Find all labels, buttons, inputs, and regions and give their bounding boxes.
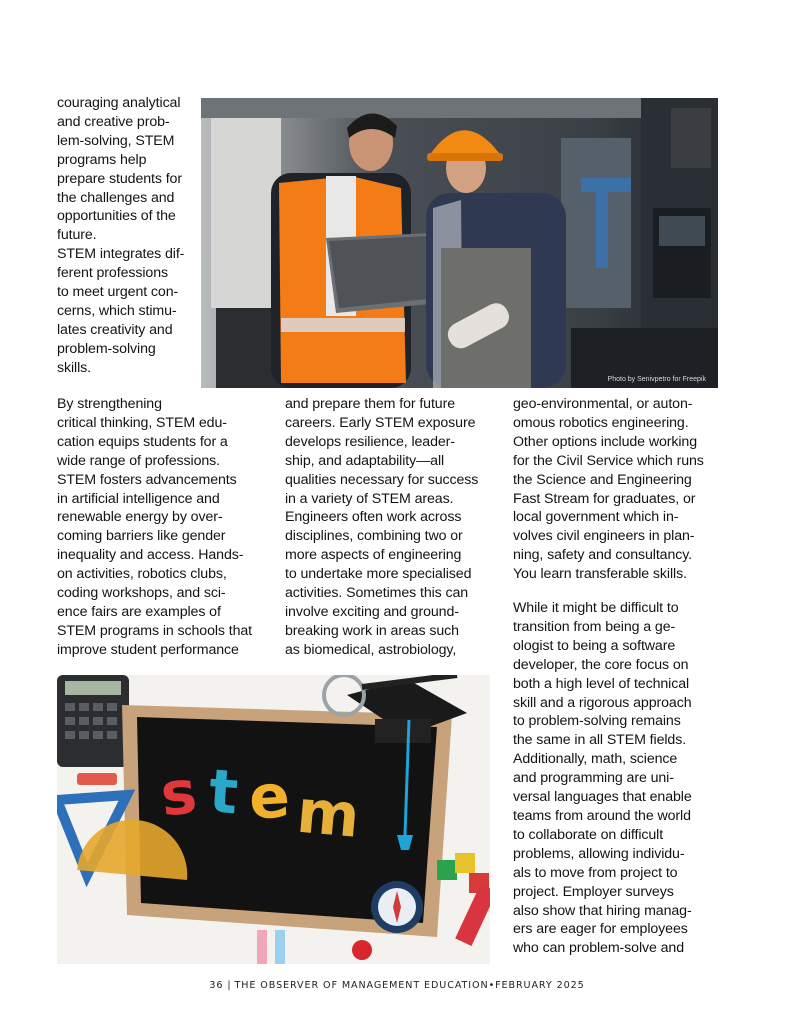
stem-illustration xyxy=(57,675,490,964)
issue-date: FEBRUARY 2025 xyxy=(495,980,585,991)
footer-separator: | xyxy=(227,980,232,991)
article-column-right-2: While it might be difficult to transition from being a ge- ologist to being a software developer, the core focus on both a high level of technical skill and a rigorous approach to problem-solving remains the same in all STEM fields. Additionally, math, science and programming are uni- versal languages that enable teams from around the world to collaborate on difficult problems, allowing individu- als to move from project to project. Employer surveys also show that hiring manag- ers are eager for employees who can problem-solve and xyxy=(513,600,692,957)
article-column-right-1: geo-environmental, or auton- omous robotics engineering. Other options include working for the Civil Service which runs the Science and Engineering Fast Stream for graduates, or local government which in- volves civil engineers in plan- ning, safety and consultancy. You learn transferable skills. xyxy=(513,396,704,583)
stem-letter-e: e xyxy=(247,761,292,834)
stem-letter-t: t xyxy=(206,756,241,829)
photo-credit: Photo by Senivpetro for Freepik xyxy=(607,376,706,383)
page-footer xyxy=(0,980,794,991)
engineers-photo xyxy=(201,98,718,388)
stem-letter-s: s xyxy=(157,757,201,831)
engineers-illustration xyxy=(201,98,718,388)
stem-letter-m: m xyxy=(294,776,363,852)
footer-bullet: • xyxy=(488,980,496,991)
publication-name: THE OBSERVER OF MANAGEMENT EDUCATION xyxy=(234,980,489,991)
article-paragraph-top: couraging analytical and creative prob- lem-solving, STEM programs help prepare students for the challenges and opportunities of the future. STEM integrates dif- ferent professions to meet urgent con- cerns, which stimu- lates creativity and problem-solving skills. xyxy=(57,95,185,376)
page-number: 36 xyxy=(209,980,224,991)
article-column-middle: and prepare them for future careers. Early STEM exposure develops resilience, leader- ship, and adaptability—all qualities necessary for success in a variety of STEM areas. Engineers often work across disciplines, combining two or more aspects of engineering to undertake more specialised activities. Sometimes this can involve exciting and ground- breaking work in areas such as biomedical, astrobiology, xyxy=(285,396,479,658)
article-column-left: By strengthening critical thinking, STEM edu- cation equips students for a wide range of professions. STEM fosters advancements in artificial intelligence and renewable energy by over- coming barriers like gender inequality and access. Hands- on activities, robotics clubs, coding workshops, and sci- ence fairs are examples of STEM programs in schools that improve student performance xyxy=(57,396,253,658)
stem-photo xyxy=(57,675,490,964)
